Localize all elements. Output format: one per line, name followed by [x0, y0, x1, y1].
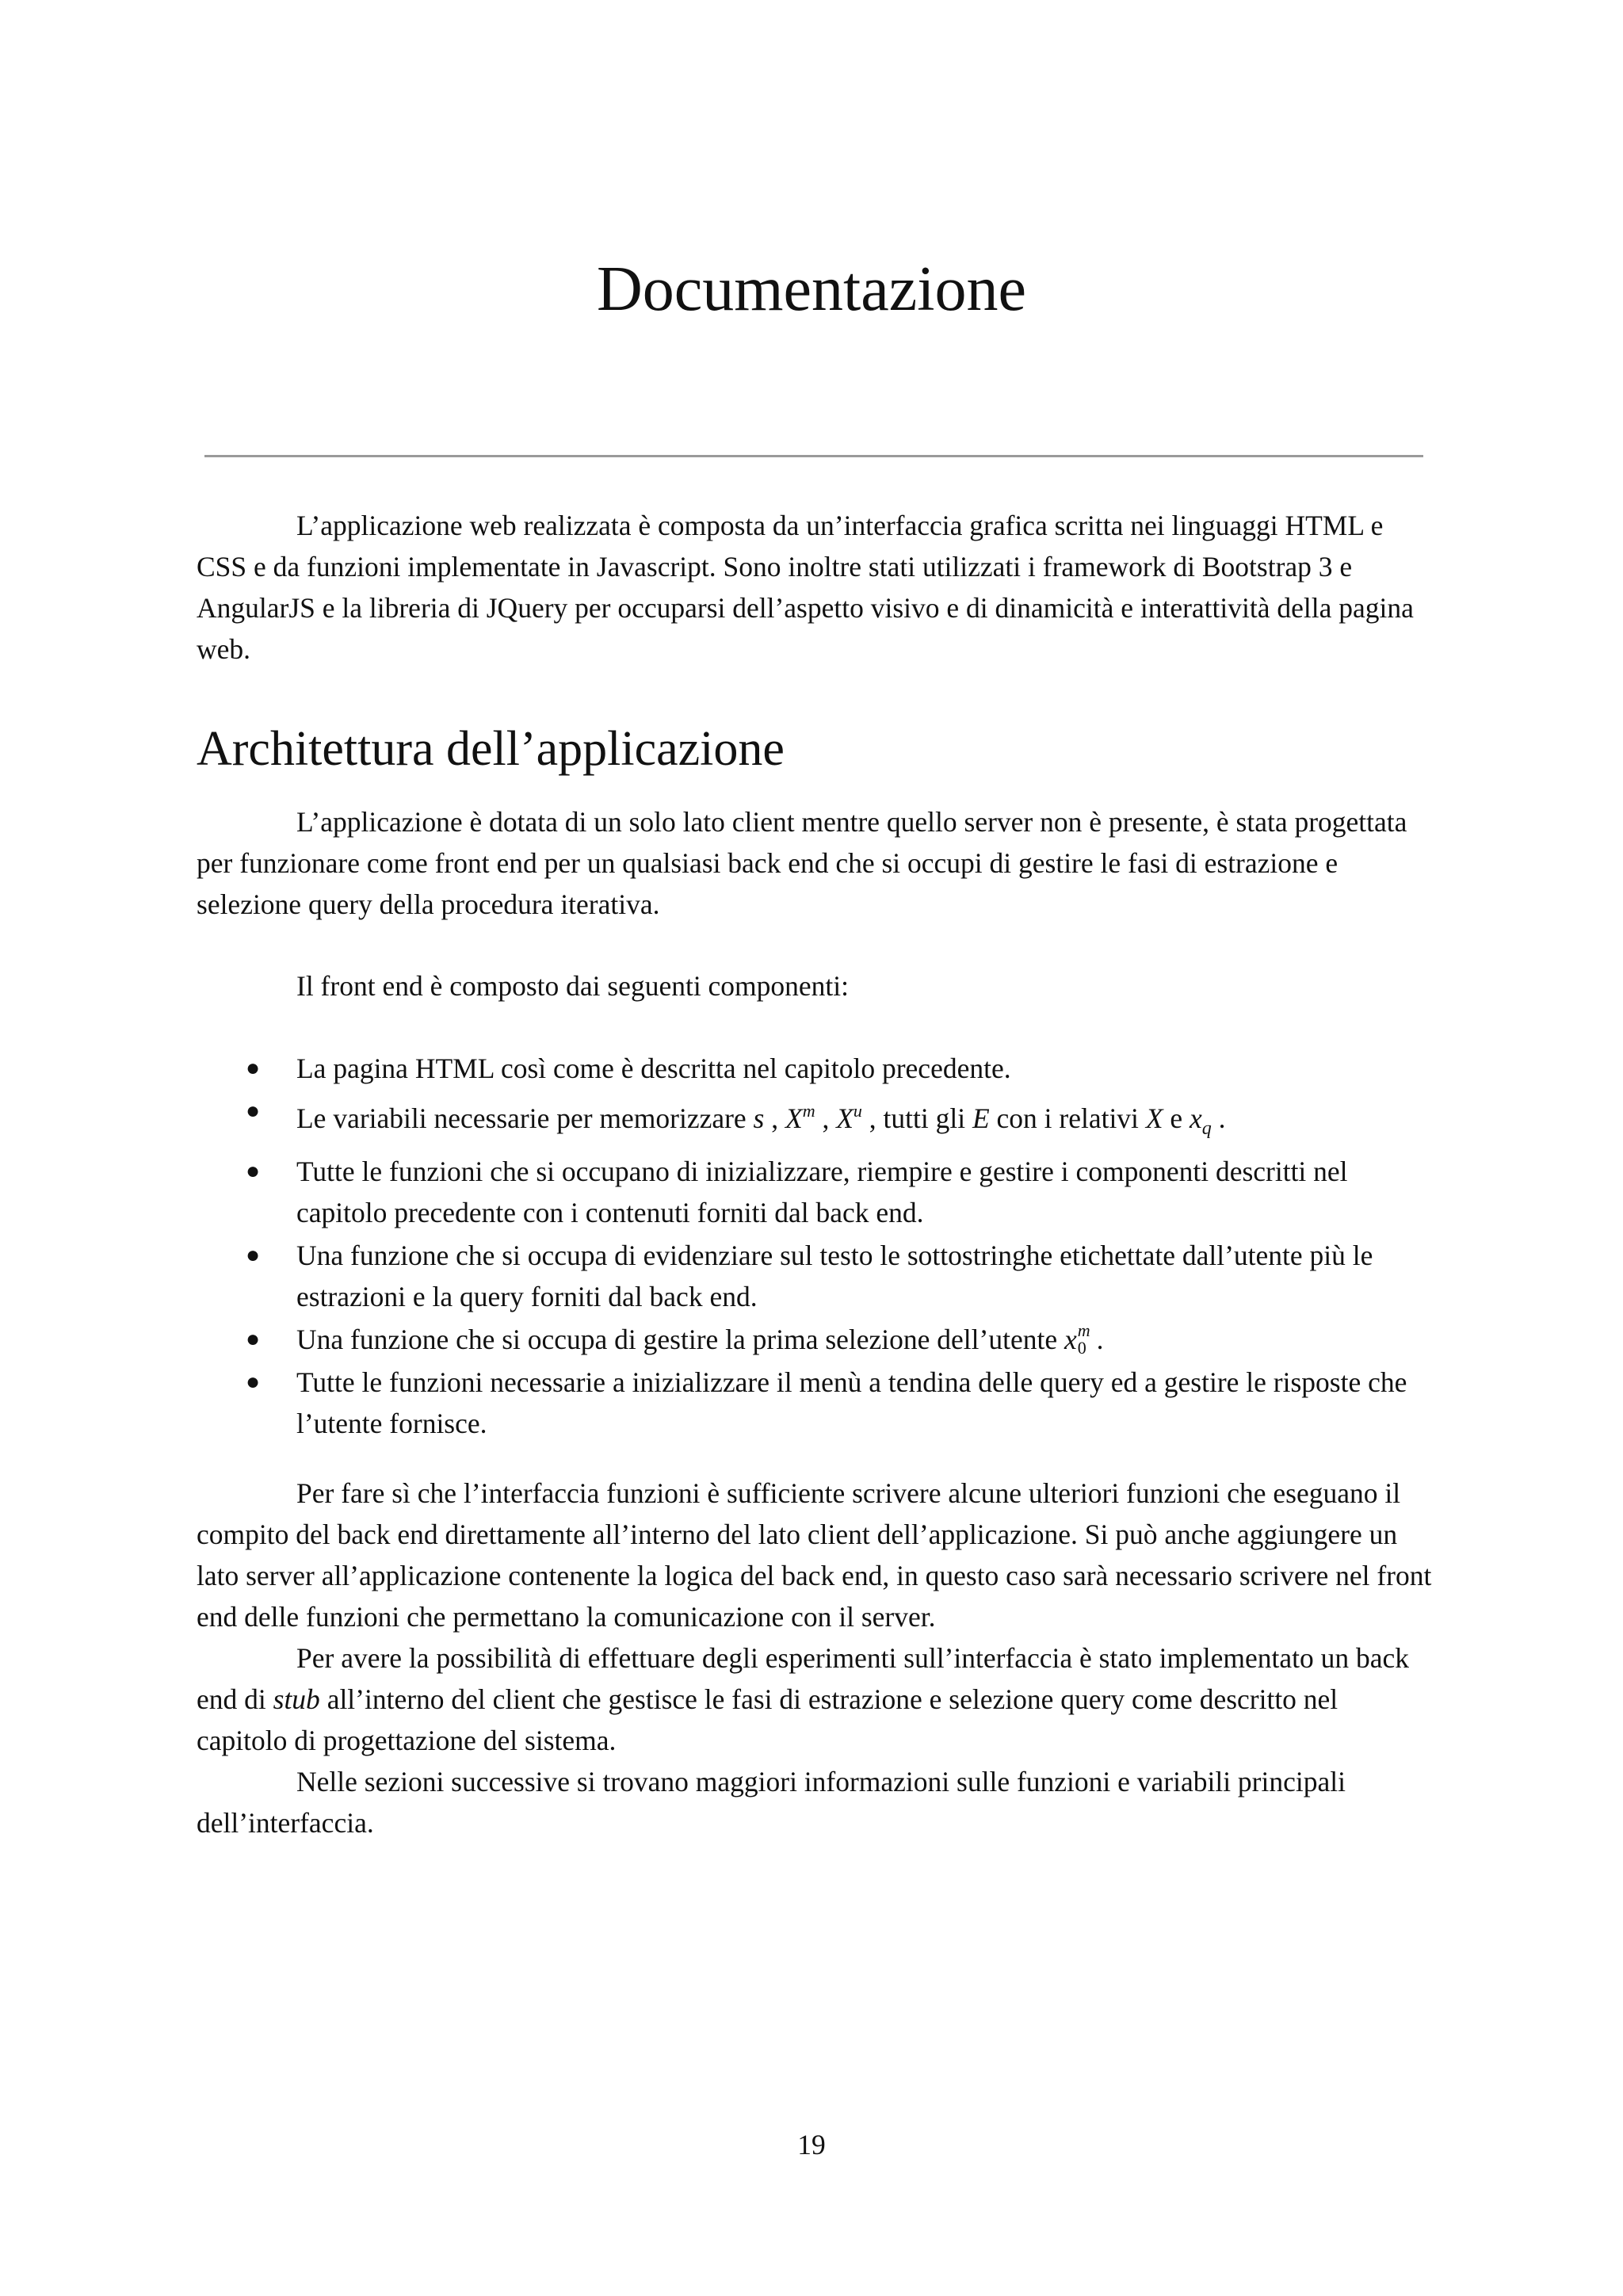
bullet-icon: ●: [246, 1055, 261, 1081]
list-item-text: Una funzione che si occupa di evidenziare sul testo le sottostringhe etichettate dall’utente più le estrazioni e la query forniti dal back end.: [296, 1240, 1373, 1312]
list-intro: Il front end è composto dai seguenti componenti:: [296, 970, 850, 1002]
math-x0-m: x: [1064, 1324, 1077, 1355]
component-list: [197, 1048, 1433, 1444]
list-item-text: Una funzione che si occupa di gestire la prima selezione dell’utente x m 0 .: [296, 1320, 1104, 1358]
list-item: [197, 1151, 1433, 1233]
list-item-text: Tutte le funzioni che si occupano di inizializzare, riempire e gestire i componenti descritti nel capitolo precedente con i contenuti forniti dal back end.: [296, 1156, 1348, 1228]
bullet-icon: ●: [246, 1326, 261, 1352]
list-item-text: Le variabili necessarie per memorizzare s , $X^m$ , $X^u$ , tutti gli E con i relativi X e $x_q$ .: [296, 1101, 1226, 1139]
intro-paragraph: L’applicazione web realizzata è composta da un’interfaccia grafica scritta nei linguaggi HTML e CSS e da funzioni implementate in Javascript. Sono inoltre stati utilizzati i framework di Bootstrap 3 e AngularJS e la libreria di JQuery per occuparsi dell’aspetto visivo e di dinamicità e interattività della pagina web.: [197, 510, 1414, 665]
closing-paragraph-1: Per fare sì che l’interfaccia funzioni è sufficiente scrivere alcune ulteriori funzioni che eseguano il compito del back end direttamente all’interno del lato client dell’applicazione. Si può anche aggiungere un lato server all’applicazione contenente la logica del back end, in questo caso sarà necessario scrivere nel front end delle funzioni che permettano la comunicazione con il server.: [197, 1477, 1432, 1633]
closing-paragraph-3: Nelle sezioni successive si trovano maggiori informazioni sulle funzioni e variabili principali dell’interfaccia.: [197, 1766, 1346, 1839]
bullet-icon: ●: [246, 1098, 261, 1124]
closing-section: [197, 1473, 1433, 1843]
page-number: 19: [797, 2129, 826, 2160]
math-x: X: [1145, 1102, 1163, 1134]
bullet-icon: ●: [246, 1369, 261, 1395]
math-s: s: [753, 1102, 765, 1134]
math-e: E: [972, 1102, 990, 1134]
section-heading: Architettura dell’applicazione: [197, 722, 785, 776]
list-item-text: La pagina HTML così come è descritta nel capitolo precedente.: [296, 1052, 1011, 1084]
list-item: [197, 1048, 1433, 1089]
page-title: Documentazione: [597, 254, 1026, 324]
bullet-icon: ●: [246, 1242, 261, 1268]
math-x-q: x: [1190, 1102, 1202, 1134]
bullet-icon: ●: [246, 1158, 261, 1184]
closing-paragraph-2: Per avere la possibilità di effettuare degli esperimenti sull’interfaccia è stato implementato un back end di stub all’interno del client che gestisce le fasi di estrazione e selezione query come descritto nel capitolo di progettazione del sistema.: [197, 1642, 1410, 1756]
architecture-paragraph: L’applicazione è dotata di un solo lato client mentre quello server non è presente, è stata progettata per funzionare come front end per un qualsiasi back end che si occupi di gestire le fasi di estrazione e selezione query della procedura iterativa.: [197, 806, 1407, 920]
list-item: [197, 1091, 1433, 1149]
list-item-text: Tutte le funzioni necessarie a inizializzare il menù a tendina delle query ed a gestire le risposte che l’utente fornisce.: [296, 1366, 1407, 1439]
horizontal-rule: [204, 455, 1423, 457]
list-item: [197, 1319, 1433, 1360]
stub-emphasis: stub: [273, 1683, 320, 1715]
math-x-u: X: [836, 1102, 854, 1134]
list-item: [197, 1235, 1433, 1317]
list-item: [197, 1362, 1433, 1444]
math-x-m: X: [785, 1102, 803, 1134]
